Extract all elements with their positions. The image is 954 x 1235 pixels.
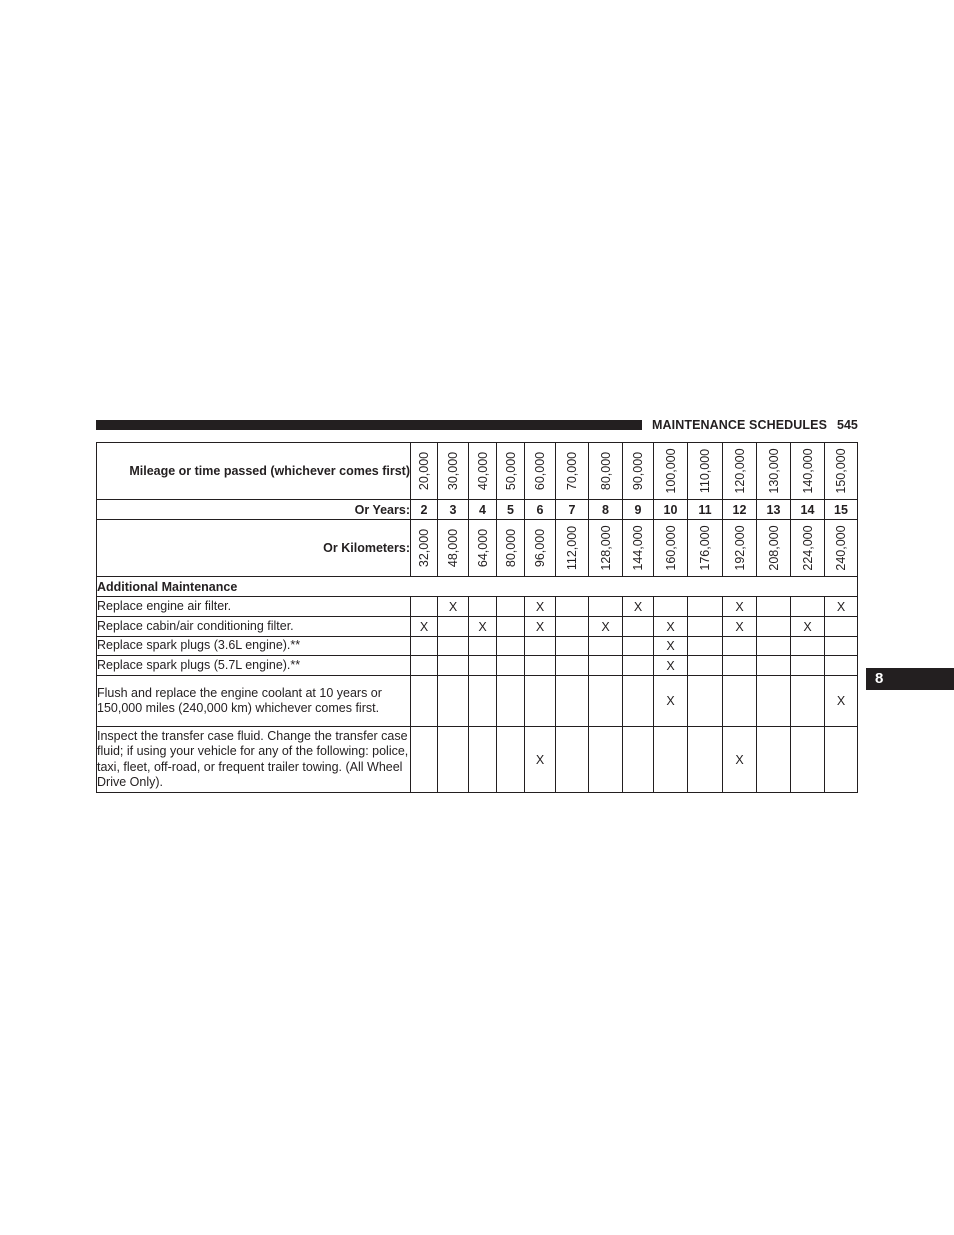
schedule-mark (825, 656, 858, 676)
schedule-mark (723, 656, 757, 676)
schedule-mark: X (525, 617, 556, 637)
task-label: Replace cabin/air conditioning filter. (97, 617, 411, 637)
mileage-cell (438, 443, 469, 500)
kilometers-cell (589, 520, 623, 577)
kilometers-cell (723, 520, 757, 577)
years-cell: 6 (525, 500, 556, 520)
schedule-mark (556, 676, 589, 727)
schedule-mark (556, 656, 589, 676)
schedule-mark (688, 676, 723, 727)
schedule-mark (825, 637, 858, 656)
schedule-mark (438, 727, 469, 793)
schedule-mark (589, 727, 623, 793)
schedule-mark (688, 617, 723, 637)
mileage-cell-text: 90,000 (631, 451, 645, 491)
schedule-mark (623, 676, 654, 727)
schedule-mark (497, 656, 525, 676)
mileage-cell (723, 443, 757, 500)
schedule-mark (556, 727, 589, 793)
kilometers-cell-text: 208,000 (766, 525, 781, 571)
schedule-mark: X (723, 727, 757, 793)
schedule-mark (723, 676, 757, 727)
years-cell: 11 (688, 500, 723, 520)
mileage-cell-text: 80,000 (598, 451, 613, 491)
schedule-mark: X (723, 617, 757, 637)
mileage-cell-text: 140,000 (800, 448, 815, 494)
schedule-mark (469, 597, 497, 617)
schedule-mark: X (654, 676, 688, 727)
table-row (97, 656, 858, 676)
section-row (97, 577, 858, 597)
kilometers-cell (469, 520, 497, 577)
mileage-cell-text: 120,000 (732, 448, 747, 494)
schedule-mark (525, 676, 556, 727)
table-row (97, 597, 858, 617)
years-cell: 10 (654, 500, 688, 520)
schedule-mark: X (469, 617, 497, 637)
schedule-mark (589, 676, 623, 727)
schedule-mark: X (723, 597, 757, 617)
schedule-mark (556, 637, 589, 656)
years-cell: 14 (791, 500, 825, 520)
task-label: Replace spark plugs (3.6L engine).** (97, 637, 411, 656)
schedule-mark (757, 727, 791, 793)
kilometers-cell (497, 520, 525, 577)
schedule-mark (411, 727, 438, 793)
schedule-mark: X (654, 637, 688, 656)
schedule-mark: X (654, 617, 688, 637)
schedule-mark (411, 676, 438, 727)
years-label: Or Years: (97, 500, 411, 520)
schedule-mark (589, 637, 623, 656)
mileage-cell (825, 443, 858, 500)
kilometers-cell-text: 64,000 (475, 528, 490, 568)
schedule-mark (556, 597, 589, 617)
mileage-cell-text: 50,000 (503, 451, 518, 491)
task-label: Replace spark plugs (5.7L engine).** (97, 656, 411, 676)
mileage-cell-text: 100,000 (663, 448, 678, 494)
mileage-cell (654, 443, 688, 500)
schedule-mark (469, 727, 497, 793)
schedule-mark (589, 597, 623, 617)
schedule-mark (469, 676, 497, 727)
mileage-cell (411, 443, 438, 500)
schedule-mark (688, 727, 723, 793)
years-cell: 2 (411, 500, 438, 520)
years-cell: 5 (497, 500, 525, 520)
kilometers-cell-text: 224,000 (800, 525, 815, 571)
mileage-cell-text: 130,000 (766, 448, 781, 494)
section-title-cell: Additional Maintenance (97, 577, 858, 597)
schedule-mark: X (525, 727, 556, 793)
table-row (97, 727, 858, 793)
schedule-mark (497, 727, 525, 793)
schedule-mark (623, 637, 654, 656)
mileage-cell-text: 20,000 (417, 451, 431, 491)
schedule-mark: X (654, 656, 688, 676)
schedule-mark (791, 637, 825, 656)
mileage-cell-text: 110,000 (698, 448, 712, 494)
mileage-cell (589, 443, 623, 500)
schedule-mark (469, 637, 497, 656)
schedule-mark (688, 637, 723, 656)
kilometers-cell (654, 520, 688, 577)
schedule-mark (791, 656, 825, 676)
years-cell: 7 (556, 500, 589, 520)
kilometers-cell (791, 520, 825, 577)
schedule-mark (411, 637, 438, 656)
section-title: MAINTENANCE SCHEDULES (652, 418, 828, 432)
schedule-mark (497, 617, 525, 637)
years-cell: 12 (723, 500, 757, 520)
page-number: 545 (837, 418, 858, 432)
kilometers-cell (825, 520, 858, 577)
mileage-cell (556, 443, 589, 500)
kilometers-cell (438, 520, 469, 577)
kilometers-cell-text: 96,000 (533, 528, 547, 568)
years-row (97, 500, 858, 520)
schedule-mark (525, 637, 556, 656)
schedule-mark (757, 597, 791, 617)
mileage-cell (688, 443, 723, 500)
kilometers-cell-text: 112,000 (565, 525, 579, 571)
schedule-mark (589, 656, 623, 676)
kilometers-cell (688, 520, 723, 577)
schedule-mark: X (589, 617, 623, 637)
schedule-mark (654, 597, 688, 617)
schedule-mark (791, 597, 825, 617)
schedule-mark (791, 727, 825, 793)
table-row (97, 676, 858, 727)
kilometers-cell-text: 144,000 (631, 525, 645, 571)
mileage-cell-text: 150,000 (834, 448, 848, 494)
years-cell: 8 (589, 500, 623, 520)
schedule-mark (623, 727, 654, 793)
kilometers-cell (411, 520, 438, 577)
years-cell: 4 (469, 500, 497, 520)
schedule-mark (438, 637, 469, 656)
schedule-mark: X (825, 676, 858, 727)
schedule-mark (411, 597, 438, 617)
kilometers-cell-text: 240,000 (834, 525, 848, 571)
schedule-mark (497, 637, 525, 656)
schedule-mark (497, 676, 525, 727)
task-label: Replace engine air filter. (97, 597, 411, 617)
kilometers-cell-text: 32,000 (417, 528, 431, 568)
schedule-mark: X (791, 617, 825, 637)
schedule-mark (525, 656, 556, 676)
mileage-cell-text: 70,000 (565, 451, 579, 491)
schedule-mark: X (438, 597, 469, 617)
schedule-mark (825, 727, 858, 793)
schedule-mark (438, 676, 469, 727)
table-row (97, 617, 858, 637)
schedule-mark: X (411, 617, 438, 637)
kilometers-cell (757, 520, 791, 577)
mileage-cell-text: 40,000 (475, 451, 490, 491)
schedule-mark (623, 617, 654, 637)
header-rule (96, 420, 642, 430)
maintenance-schedule-table (96, 442, 858, 793)
schedule-mark (723, 637, 757, 656)
years-cell: 15 (825, 500, 858, 520)
schedule-mark (825, 617, 858, 637)
schedule-mark (438, 617, 469, 637)
kilometers-cell-text: 80,000 (503, 528, 518, 568)
years-cell: 13 (757, 500, 791, 520)
schedule-mark (688, 656, 723, 676)
kilometers-label: Or Kilometers: (97, 520, 411, 577)
schedule-mark (688, 597, 723, 617)
kilometers-cell (556, 520, 589, 577)
kilometers-cell-text: 128,000 (598, 525, 613, 571)
kilometers-cell (623, 520, 654, 577)
mileage-cell (757, 443, 791, 500)
schedule-mark (556, 617, 589, 637)
schedule-mark (411, 656, 438, 676)
kilometers-cell (525, 520, 556, 577)
table-row (97, 637, 858, 656)
schedule-mark: X (825, 597, 858, 617)
mileage-cell (497, 443, 525, 500)
mileage-cell-text: 30,000 (446, 451, 460, 491)
task-label: Inspect the transfer case fluid. Change the transfer case fluid; if using your vehicle for any of the following: police, taxi, fleet, off-road, or frequent trailer towing. (All Wheel Drive Only). (97, 727, 411, 793)
mileage-cell (525, 443, 556, 500)
schedule-mark (791, 676, 825, 727)
kilometers-row (97, 520, 858, 577)
years-cell: 9 (623, 500, 654, 520)
schedule-mark (469, 656, 497, 676)
kilometers-cell-text: 48,000 (446, 528, 460, 568)
schedule-mark (757, 656, 791, 676)
schedule-mark (757, 617, 791, 637)
schedule-mark (497, 597, 525, 617)
schedule-mark (438, 656, 469, 676)
schedule-mark (654, 727, 688, 793)
years-cell: 3 (438, 500, 469, 520)
schedule-mark (757, 637, 791, 656)
kilometers-cell-text: 192,000 (732, 525, 747, 571)
mileage-cell (791, 443, 825, 500)
kilometers-cell-text: 176,000 (698, 525, 712, 571)
mileage-cell (469, 443, 497, 500)
chapter-tab: 8 (866, 668, 954, 690)
mileage-header-row (97, 443, 858, 500)
mileage-cell (623, 443, 654, 500)
kilometers-cell-text: 160,000 (663, 525, 678, 571)
schedule-mark (757, 676, 791, 727)
mileage-label: Mileage or time passed (whichever comes first) (97, 443, 411, 500)
mileage-cell-text: 60,000 (533, 451, 547, 491)
schedule-mark: X (623, 597, 654, 617)
task-label: Flush and replace the engine coolant at 10 years or 150,000 miles (240,000 km) whichever comes first. (97, 676, 411, 727)
schedule-mark (623, 656, 654, 676)
schedule-mark: X (525, 597, 556, 617)
